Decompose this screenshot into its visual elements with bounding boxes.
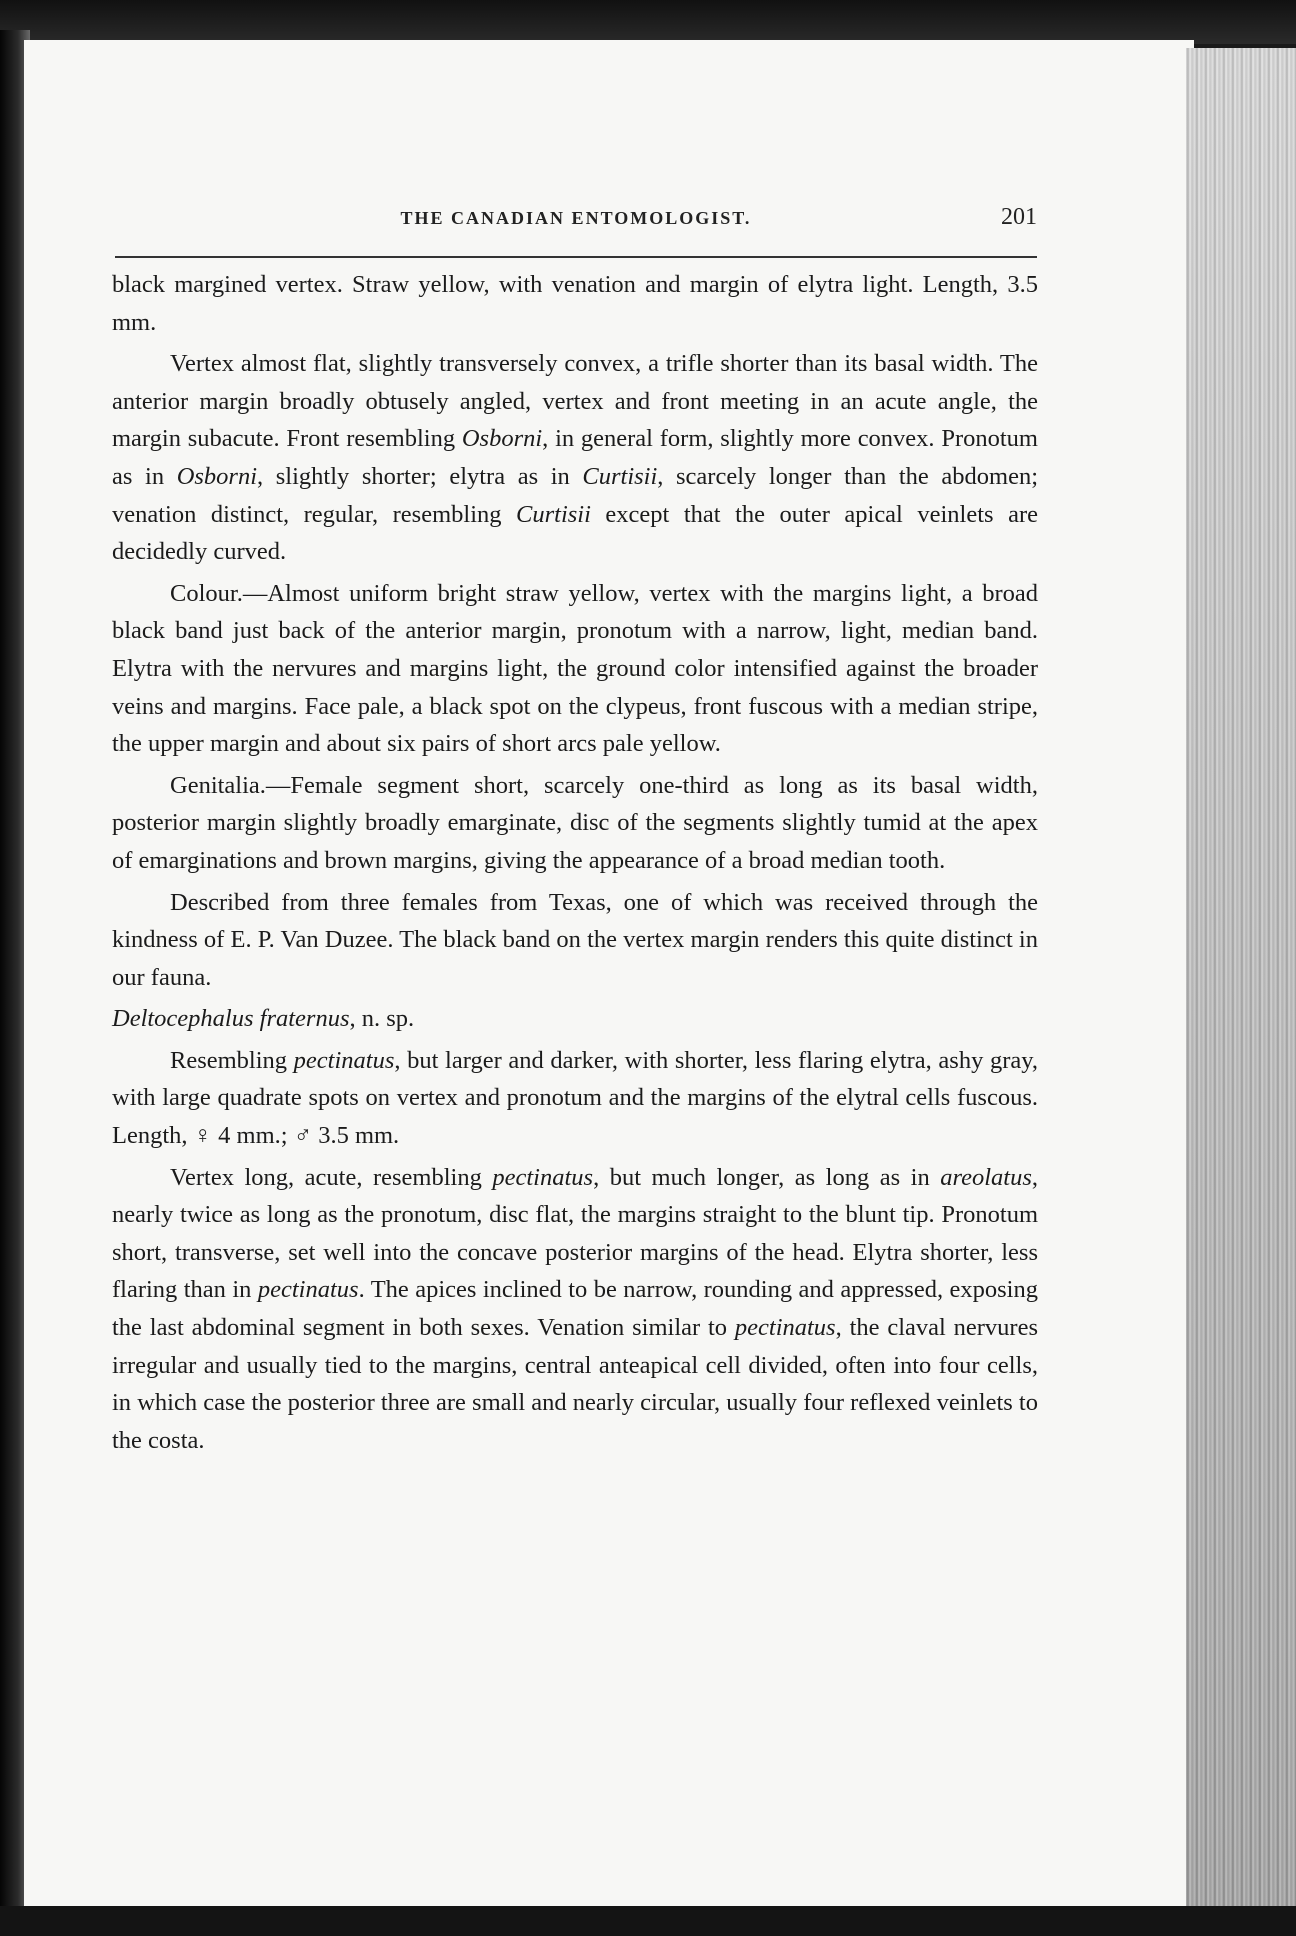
paragraph-genitalia: Genitalia.—Female segment short, scarcely one-third as long as its basal width, posterior margin slightly broadly emarginate, disc of the segments slightly tumid at the apex of emarginations and brown margins, giving the appearance of a broad median tooth. <box>112 771 1038 874</box>
taxon-name: Osborni <box>176 462 258 490</box>
scan-bottom-border <box>0 1906 1296 1936</box>
text-segment: , but much longer, as long as in <box>593 1163 941 1191</box>
body-text <box>112 266 1038 1463</box>
paragraph-vertex-description <box>112 345 1038 571</box>
text-segment: black margined vertex. Straw yellow, with venation and margin of elytra light. Length, 3.5 mm. <box>112 271 1038 336</box>
taxon-name: pectinatus <box>257 1276 359 1304</box>
taxon-name: pectinatus <box>492 1163 594 1191</box>
page-header <box>115 204 1037 236</box>
scan-top-border <box>0 0 1296 44</box>
taxon-name: Osborni <box>461 425 543 453</box>
page-number: 201 <box>1001 204 1037 230</box>
text-segment: , in general form, slightly more convex. Pronotum as in <box>112 425 1038 490</box>
paragraph-vertex-long <box>112 1159 1038 1460</box>
species-name: Deltocephalus fraternus <box>112 1005 350 1033</box>
paragraph-described-from: Described from three females from Texas, one of which was received through the kindness of E. P. Van Duzee. The black band on the vertex margin renders this quite distinct in our fauna. <box>112 888 1038 991</box>
taxon-name: pectinatus <box>293 1046 395 1074</box>
page-edges-stack <box>1186 48 1296 1910</box>
text-segment: Resembling <box>170 1046 294 1074</box>
text-segment: , but larger and darker, with shorter, less flaring elytra, ashy gray, with large quadrate spots on vertex and pronotum and the margins of the elytral cells fuscous. Length, ♀ 4 mm.; ♂ 3.5 mm. <box>112 1046 1039 1150</box>
text-segment: , slightly shorter; elytra as in <box>257 462 583 490</box>
text-segment: , the claval nervures irregular and usually tied to the margins, central anteapical cell divided, often into four cells, in which case the posterior three are small and nearly circular, usually four reflexed veinlets to the costa. <box>112 1314 1038 1454</box>
species-status: , n. sp. <box>349 1005 415 1033</box>
paragraph-colour: Colour.—Almost uniform bright straw yellow, vertex with the margins light, a broad black band just back of the anterior margin, pronotum with a narrow, light, median band. Elytra with the nervures and margins light, the ground color intensified against the broader veins and margins. Face pale, a black spot on the clypeus, front fuscous with a median stripe, the upper margin and about six pairs of short arcs pale yellow. <box>112 579 1038 758</box>
text-segment: except that the outer apical veinlets are decidedly curved. <box>112 500 1038 566</box>
taxon-name: Curtisii <box>516 500 591 528</box>
paragraph-continuation <box>112 266 1038 341</box>
taxon-name: pectinatus <box>734 1314 836 1342</box>
text-segment: . The apices inclined to be narrow, rounding and appressed, exposing the last abdominal segment in both sexes. Venation similar to <box>112 1276 1038 1342</box>
text-segment: , nearly twice as long as the pronotum, disc flat, the margins straight to the blunt tip. Pronotum short, transverse, set well into the concave posterior margins of the head. Elytra shorter, less flaring than in <box>112 1163 1039 1304</box>
species-heading <box>112 1000 1038 1038</box>
running-title: THE CANADIAN ENTOMOLOGIST. <box>400 208 752 228</box>
header-rule <box>115 256 1037 258</box>
paragraph-resembling <box>112 1042 1038 1155</box>
text-segment: Vertex long, acute, resembling <box>170 1163 493 1191</box>
taxon-name: Curtisii <box>582 462 658 490</box>
taxon-name: areolatus <box>940 1163 1032 1191</box>
text-segment: Vertex almost flat, slightly transversely convex, a trifle shorter than its basal width. The anterior margin broadly obtusely angled, vertex and front meeting in an acute angle, the margin subacute. Front resembling <box>112 350 1038 453</box>
text-segment: , scarcely longer than the abdomen; venation distinct, regular, resembling <box>112 462 1039 528</box>
